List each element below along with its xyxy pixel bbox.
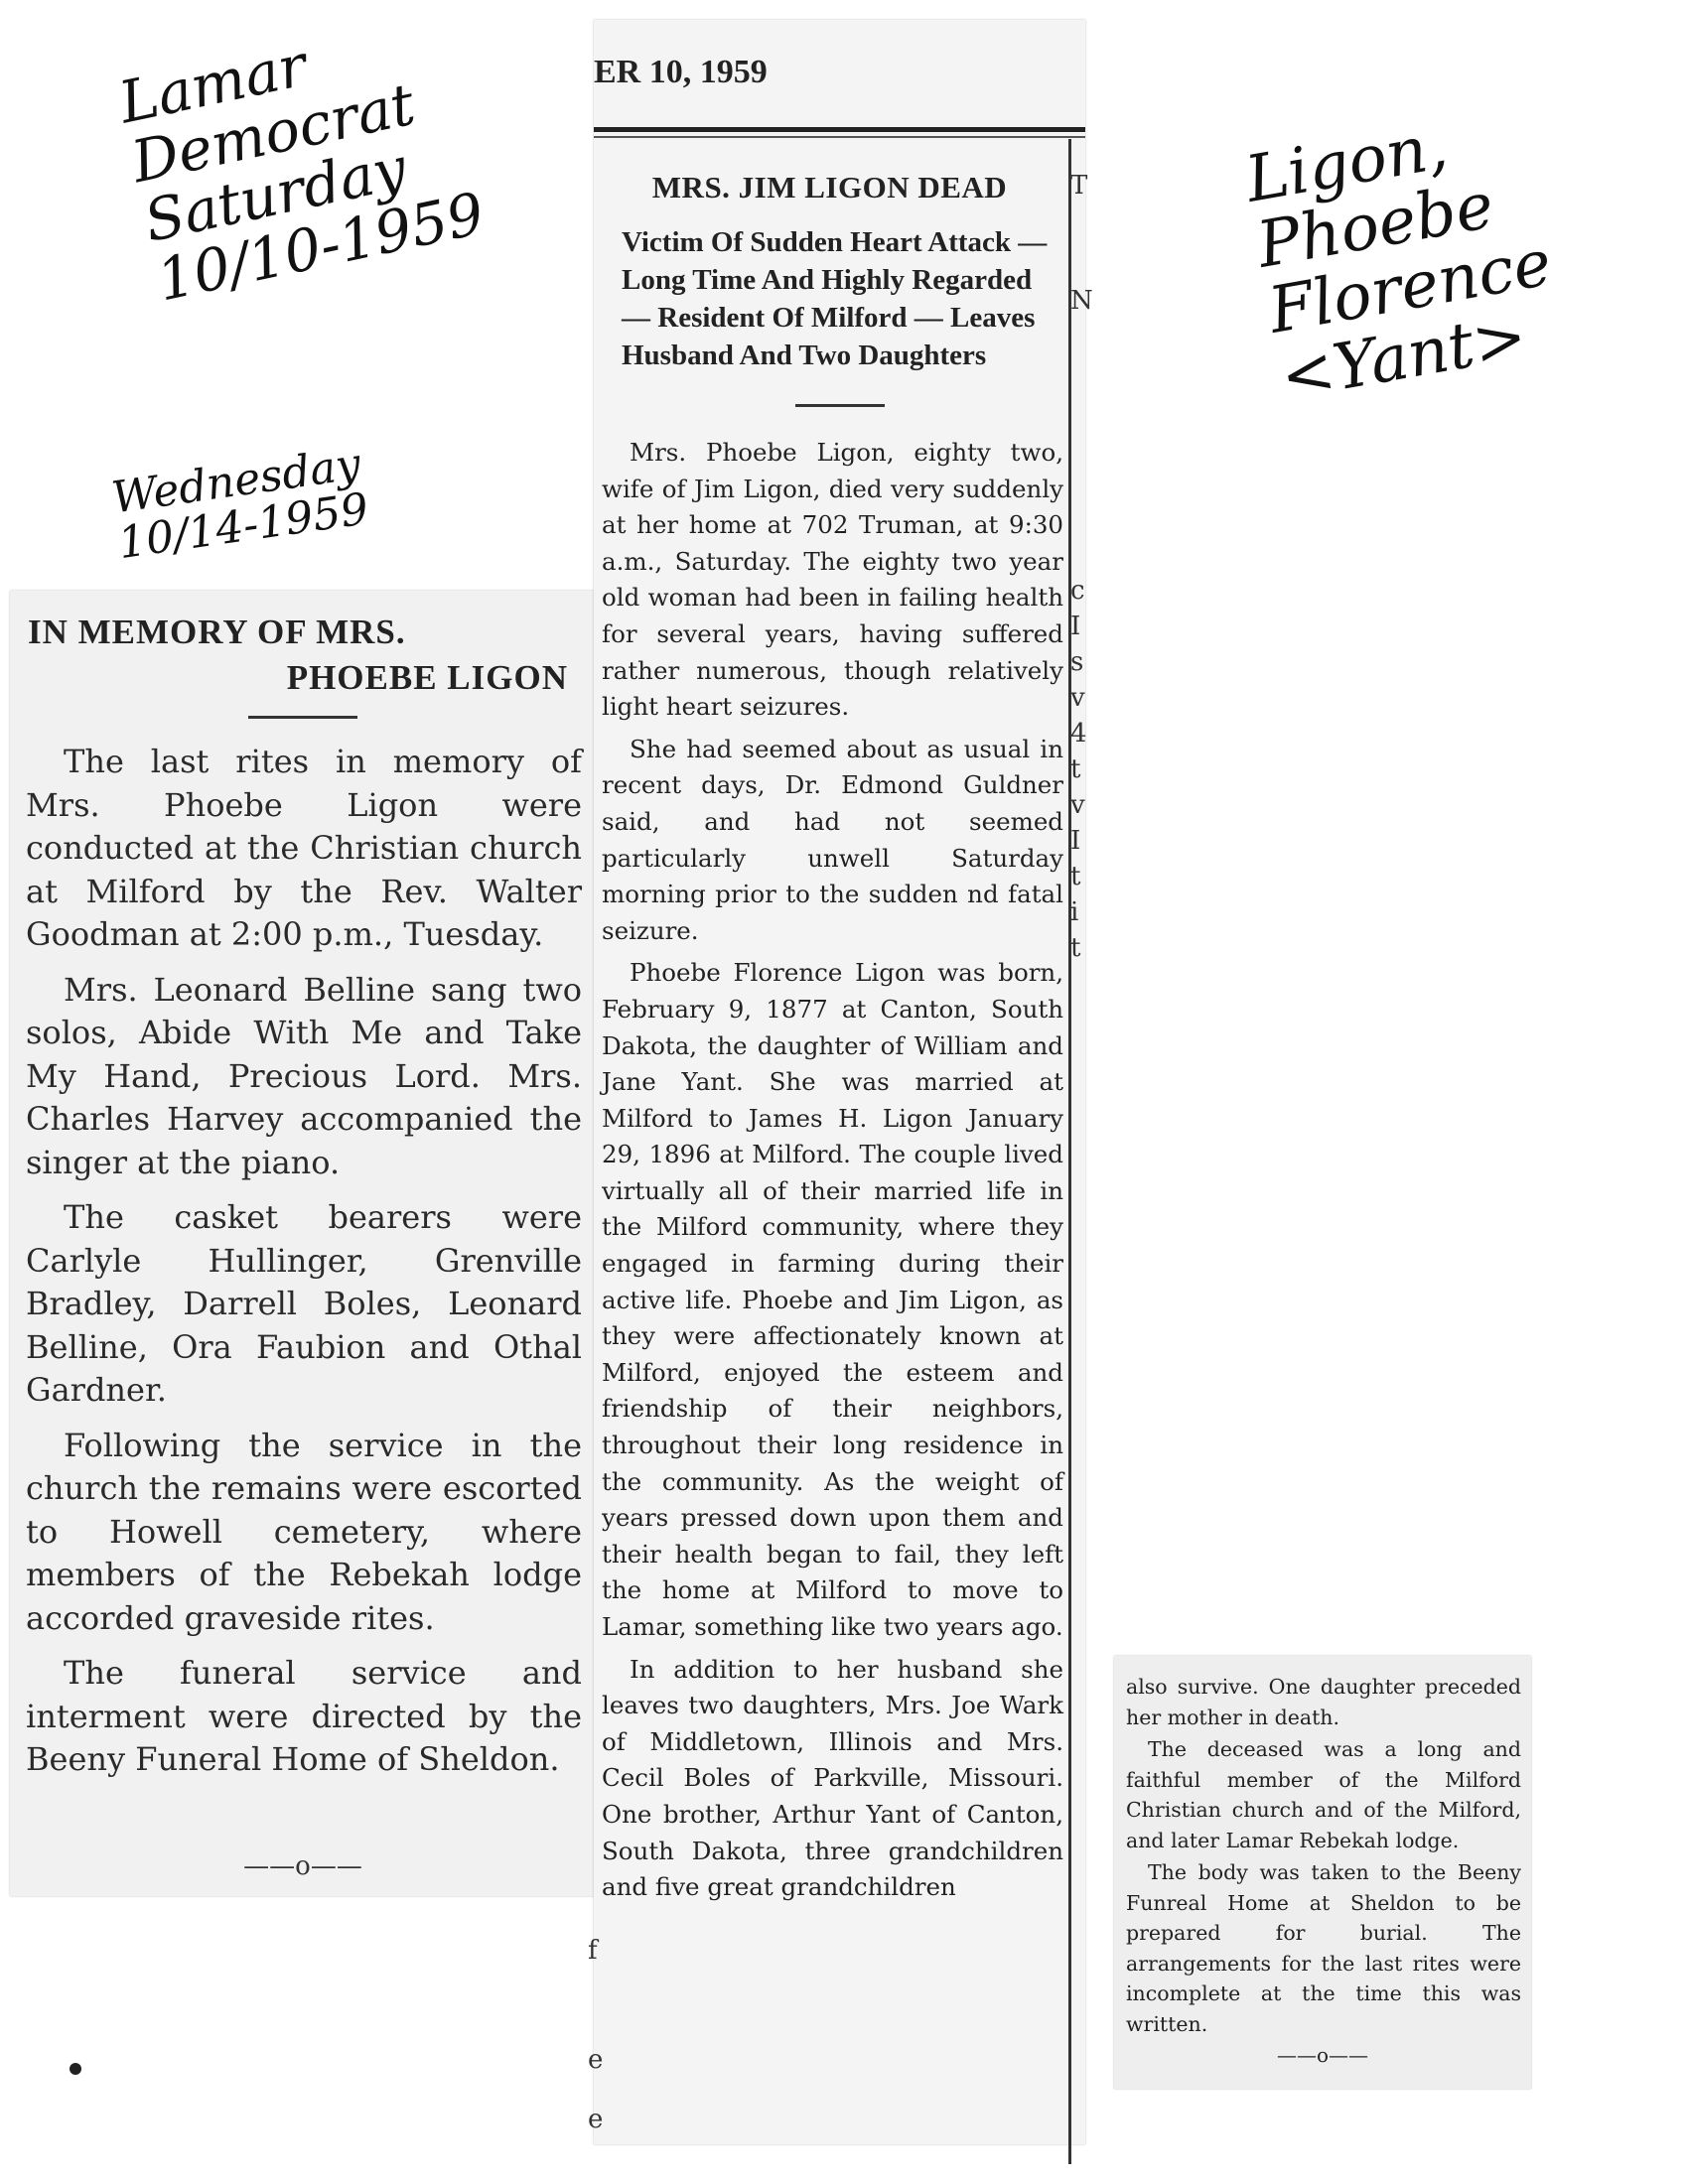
handwritten-date-note: Wednesday 10/14-1959 (108, 438, 372, 570)
subhead-rule (795, 404, 885, 407)
masthead-rule-thin (594, 136, 1085, 138)
continuation-clipping (1114, 1656, 1531, 2089)
handwritten-name-note: Ligon, Phoebe Florence <Yant> (1240, 109, 1557, 415)
memorial-paragraph: The casket bearers were Carlyle Hullinger, Grenville Bradley, Darrell Boles, Leonard Belline, Ora Faubion and Othal Gardner. (26, 1198, 582, 1409)
adjacent-column-fragment: T (1070, 171, 1088, 201)
obituary-paragraph: Mrs. Phoebe Ligon, eighty two, wife of Jim Ligon, died very suddenly at her home at 702 Truman, at 9:30 a.m., Saturday. The eighty two year old woman had been in failing health for several years, having suffered rather numerous, though relatively light heart seizures. (602, 438, 1063, 722)
adjacent-column-fragment: 4 (1070, 719, 1087, 749)
obituary-paragraph: Phoebe Florence Ligon was born, February 9, 1877 at Canton, South Dakota, the daughter of William and Jane Yant. She was married at Milford to James H. Ligon January 29, 1896 at Milford. The couple lived virtually all of their married life in the Milford community, where they engaged in farming during their active life. Phoebe and Jim Ligon, as they were affectionately known at Milford, enjoyed the esteem and friendship of their neighbors, throughout their long residence in the community. As the weight of years pressed down upon them and their health began to fail, they left the home at Milford to move to Lamar, something like two years ago. (602, 958, 1063, 1641)
newspaper-date: ER 10, 1959 (594, 54, 768, 90)
adjacent-column-fragment: v (1070, 790, 1085, 820)
obituary-paragraph: In addition to her husband she leaves two daughters, Mrs. Joe Wark of Middletown, Illinois and Mrs. Cecil Boles of Parkville, Missouri. One brother, Arthur Yant of Canton, South Dakota, three grandchildren and five great grandchildren (602, 1654, 1063, 1902)
obituary-paragraph: She had seemed about as usual in recent days, Dr. Edmond Guldner said, and had not seemed particularly unwell Saturday morning prior to the sudden nd fatal seizure. (602, 734, 1063, 945)
continuation-paragraph: The deceased was a long and faithful member of the Milford Christian church and of the Milford, and later Lamar Rebekah lodge. (1126, 1737, 1521, 1852)
ink-spot (70, 2063, 81, 2075)
headline-rule (248, 716, 357, 719)
adjacent-column-fragment: c (1070, 576, 1085, 606)
memorial-clipping (10, 591, 596, 1896)
adjacent-column-fragment: f (588, 1936, 598, 1966)
adjacent-column-fragment: i (1070, 897, 1079, 927)
continuation-paragraph: The body was taken to the Beeny Funreal Home at Sheldon to be prepared for burial. The arrangements for the last rites were incomplete at the time this was written. (1126, 1860, 1521, 2036)
adjacent-column-fragment: e (588, 2045, 604, 2075)
memorial-body (10, 741, 596, 1782)
obituary-title: MRS. JIM LIGON DEAD (651, 170, 1008, 205)
adjacent-column-fragment: s (1070, 647, 1084, 677)
obituary-body (594, 435, 1085, 1906)
continuation-paragraph: also survive. One daughter preceded her mother in death. (1126, 1675, 1521, 1729)
continuation-body (1114, 1656, 1531, 2039)
adjacent-column-fragment: e (588, 2105, 604, 2134)
adjacent-column-fragment: N (1070, 286, 1093, 316)
memorial-paragraph: The last rites in memory of Mrs. Phoebe Ligon were conducted at the Christian church at Milford by the Rev. Walter Goodman at 2:00 p.m., Tuesday. (26, 743, 582, 953)
memorial-headline (10, 591, 596, 698)
adjacent-column-fragment: t (1070, 862, 1081, 891)
end-mark: ——o—— (243, 1851, 362, 1881)
memorial-headline-line1: IN MEMORY OF MRS. (28, 613, 406, 651)
obituary-subhead: Victim Of Sudden Heart Attack — Long Time And Highly Regarded — Resident Of Milford — Leaves Husband And Two Daughters (622, 226, 1048, 371)
adjacent-column-fragment: I (1070, 612, 1081, 641)
handwritten-source-note: Lamar Democrat Saturday 10/10-1959 (113, 31, 491, 315)
memorial-headline-line2: PHOEBE LIGON (286, 658, 568, 697)
adjacent-column-fragment: t (1070, 933, 1081, 963)
column-rule (1068, 139, 1071, 2164)
adjacent-column-fragment: v (1070, 683, 1085, 713)
masthead-rule (594, 127, 1085, 132)
adjacent-column-fragment: I (1070, 826, 1081, 856)
end-mark: ——o—— (1276, 2043, 1369, 2067)
obituary-clipping (588, 20, 1093, 2144)
memorial-paragraph: The funeral service and interment were directed by the Beeny Funeral Home of Sheldon. (26, 1654, 582, 1778)
adjacent-column-fragment: t (1070, 754, 1081, 784)
memorial-paragraph: Mrs. Leonard Belline sang two solos, Abide With Me and Take My Hand, Precious Lord. Mrs. Charles Harvey accompanied the singer at the piano. (26, 970, 582, 1181)
memorial-paragraph: Following the service in the church the remains were escorted to Howell cemetery, where members of the Rebekah lodge accorded graveside rites. (26, 1426, 582, 1637)
